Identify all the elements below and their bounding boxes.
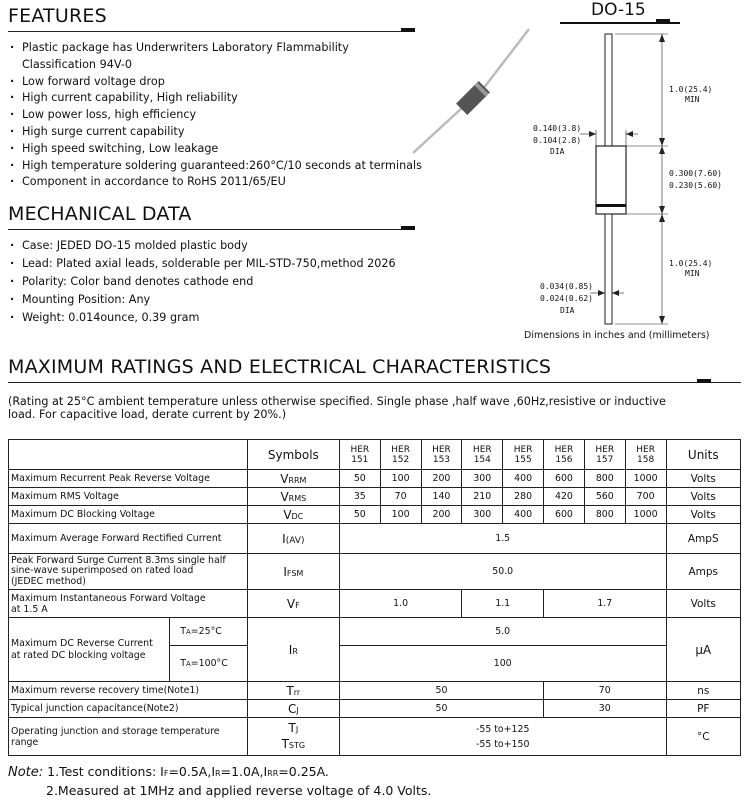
param-line: Maximum DC Reverse Current (11, 637, 153, 649)
temp-letter: T (180, 658, 186, 669)
part-prefix: HER (391, 444, 410, 455)
param-line: Maximum Instantaneous Forward Voltage (11, 592, 206, 604)
part-header (503, 440, 544, 470)
param-line: (JEDEC method) (11, 575, 86, 587)
symbol-letter: C (287, 701, 297, 716)
ratings-divider (8, 382, 741, 383)
mechanical-title: MECHANICAL DATA (8, 203, 192, 225)
param-cell (9, 618, 170, 682)
symbol-subscript: F (295, 600, 300, 610)
table-row-ir-25 (9, 618, 741, 646)
package-dimension-drawing (520, 30, 745, 330)
param-cell: Typical junction capacitance(Note2) (9, 700, 248, 718)
symbol-subscript: (AV) (285, 535, 305, 546)
part-prefix: HER (350, 444, 370, 455)
param-cell (9, 718, 248, 756)
value-cell: 1.5 (339, 524, 666, 554)
param-cell (9, 590, 248, 618)
value-cell: 30 (544, 700, 666, 718)
part-header (462, 440, 503, 470)
symbol-letter: V (280, 471, 289, 486)
part-prefix: HER (554, 444, 574, 455)
lead-length-bottom: 1.0(25.4) (669, 259, 713, 268)
symbol-letter: V (280, 489, 289, 504)
value-cell: 300 (462, 506, 503, 524)
temp-value: =100°C (190, 658, 228, 669)
mechanical-item: · Case: JEDED DO-15 molded plastic body (8, 237, 396, 255)
part-number: 156 (555, 454, 573, 465)
note-text: =1.0A,I (220, 764, 268, 779)
lead-length-top: 1.0(25.4) (669, 85, 713, 94)
part-header (625, 440, 666, 470)
mechanical-item: · Mounting Position: Any (8, 291, 396, 309)
units-header: Units (666, 440, 740, 470)
features-list (8, 40, 422, 191)
table-row-vdc (9, 506, 741, 524)
unit-cell: Amps (666, 554, 740, 590)
value-cell: 50 (339, 700, 543, 718)
symbol-cell (247, 488, 339, 506)
ratings-divider-tab (697, 379, 711, 383)
ratings-table (8, 439, 741, 756)
value-cell: 70 (380, 488, 421, 506)
symbol-subscript: J (295, 724, 299, 734)
value-cell: 560 (584, 488, 625, 506)
note-text: =0.25A. (278, 764, 329, 779)
unit-cell: °C (666, 718, 740, 756)
part-number: 154 (473, 454, 491, 465)
note-2: 2.Measured at 1MHz and applied reverse voltage of 4.0 Volts. (46, 783, 432, 798)
value-cell: 200 (421, 506, 462, 524)
features-divider (8, 31, 413, 32)
part-header (584, 440, 625, 470)
ratings-conditions (8, 395, 666, 421)
package-name: DO-15 (591, 0, 646, 20)
symbol-subscript: J (296, 705, 299, 715)
param-cell: Maximum Recurrent Peak Reverse Voltage (9, 470, 248, 488)
unit-cell: Volts (666, 470, 740, 488)
note-1 (8, 764, 329, 780)
temp-subscript: A (186, 660, 191, 668)
mechanical-list (8, 237, 396, 327)
param-line: sine-wave superimposed on rated load (11, 565, 194, 577)
unit-cell: ns (666, 682, 740, 700)
package-title-tab (656, 19, 670, 23)
symbol-cell (247, 470, 339, 488)
symbol-cell (247, 524, 339, 554)
feature-item: · High surge current capability (8, 124, 422, 141)
value-cell: 35 (339, 488, 380, 506)
table-row-vrrm (9, 470, 741, 488)
feature-item: · High current capability, High reliability (8, 90, 422, 107)
lead-dia-min: 0.024(0.62) (540, 294, 593, 303)
feature-item: · Low power loss, high efficiency (8, 107, 422, 124)
param-cell: Maximum reverse recovery time(Note1) (9, 682, 248, 700)
note-label: Note: (8, 765, 44, 780)
value-cell (339, 718, 666, 756)
temp-letter: T (180, 626, 186, 637)
symbol-subscript: STG (288, 740, 306, 750)
table-row-cj (9, 700, 741, 718)
mechanical-item: · Lead: Plated axial leads, solderable per MIL-STD-750,method 2026 (8, 255, 396, 273)
value-cell: 420 (544, 488, 585, 506)
unit-cell: Volts (666, 506, 740, 524)
value-cell: 70 (544, 682, 666, 700)
value-cell: 50.0 (339, 554, 666, 590)
diode-illustration (405, 25, 535, 160)
feature-item: · Component in accordance to RoHS 2011/65/EU (8, 174, 422, 191)
temp-range-junction: -55 to+125 (475, 723, 530, 735)
feature-item: · Plastic package has Underwriters Laboratory Flammability (8, 40, 422, 57)
lead-length-top-min: MIN (685, 95, 700, 104)
table-row-iav (9, 524, 741, 554)
table-row-tj (9, 718, 741, 756)
param-line: Peak Forward Surge Current 8.3ms single half (11, 554, 226, 566)
part-number: 153 (432, 454, 451, 465)
value-cell: 1000 (625, 506, 666, 524)
part-header (544, 440, 585, 470)
symbol-subscript: FSM (286, 568, 304, 578)
param-header-cell (9, 440, 248, 470)
lead-dia-label: DIA (560, 306, 575, 315)
part-number: 157 (596, 454, 614, 465)
table-row-vf (9, 590, 741, 618)
body-dia-label: DIA (550, 147, 565, 156)
part-number: 151 (351, 454, 369, 465)
note-text: 1.Test conditions: I (47, 764, 164, 779)
part-prefix: HER (513, 444, 533, 455)
part-prefix: HER (432, 444, 451, 455)
value-cell: 1000 (625, 470, 666, 488)
value-cell: 210 (462, 488, 503, 506)
unit-cell: AmpS (666, 524, 740, 554)
unit-cell: Volts (666, 590, 740, 618)
feature-item: · Low forward voltage drop (8, 74, 422, 91)
symbol-cell (247, 590, 339, 618)
param-cell: Maximum Average Forward Rectified Current (9, 524, 248, 554)
unit-cell: PF (666, 700, 740, 718)
symbol-subscript: RRM (288, 475, 307, 485)
ratings-condition-line: (Rating at 25°C ambient temperature unless otherwise specified. Single phase ,half wave ,60Hz,resistive or inductive (8, 395, 666, 408)
temp-subscript: A (186, 628, 191, 636)
symbol-letter: I (283, 564, 287, 579)
symbol-letter: T (286, 683, 294, 698)
symbol-subscript: rr (293, 687, 301, 697)
param-line: at 1.5 A (11, 603, 48, 615)
value-cell: 100 (380, 470, 421, 488)
value-cell: 600 (544, 470, 585, 488)
symbol-cell (247, 554, 339, 590)
symbol-cell (247, 618, 339, 682)
symbol-cell (247, 506, 339, 524)
symbol-letter: V (283, 507, 292, 522)
symbol-letter: V (286, 596, 296, 611)
value-cell: 280 (503, 488, 544, 506)
unit-cell: μA (666, 618, 740, 682)
value-cell: 1.1 (462, 590, 544, 618)
temp-range-storage: -55 to+150 (475, 738, 530, 750)
mechanical-item: · Polarity: Color band denotes cathode end (8, 273, 396, 291)
param-line: Operating junction and storage temperature (11, 725, 220, 737)
value-cell: 50 (339, 506, 380, 524)
part-header (421, 440, 462, 470)
lead-length-bottom-min: MIN (685, 269, 700, 278)
table-row-trr (9, 682, 741, 700)
lead-dia-max: 0.034(0.85) (540, 282, 593, 291)
value-cell: 800 (584, 470, 625, 488)
value-cell: 100 (339, 646, 666, 682)
param-cell: Maximum DC Blocking Voltage (9, 506, 248, 524)
value-cell: 200 (421, 470, 462, 488)
symbol-subscript: DC (291, 511, 304, 521)
feature-item-continuation: Classification 94V-0 (22, 57, 132, 71)
value-cell: 100 (380, 506, 421, 524)
param-line: at rated DC blocking voltage (11, 649, 146, 661)
part-number: 155 (514, 454, 532, 465)
param-cell: Maximum RMS Voltage (9, 488, 248, 506)
param-line: range (11, 736, 39, 748)
features-title: FEATURES (8, 5, 107, 27)
symbol-cell (247, 700, 339, 718)
part-number: 152 (392, 454, 410, 465)
part-prefix: HER (472, 444, 492, 455)
symbol-letter: I (282, 531, 286, 546)
part-prefix: HER (595, 444, 615, 455)
table-row-ifsm (9, 554, 741, 590)
part-prefix: HER (636, 444, 655, 455)
param-cell (9, 554, 248, 590)
value-cell: 140 (421, 488, 462, 506)
mechanical-divider-tab (401, 226, 415, 230)
note-subscript: F (163, 769, 169, 778)
body-dia-max: 0.140(3.8) (533, 124, 582, 133)
symbol-letter: I (288, 642, 293, 657)
value-cell: 800 (584, 506, 625, 524)
symbols-header: Symbols (247, 440, 339, 470)
body-length-max: 0.300(7.60) (669, 169, 722, 178)
part-header (339, 440, 380, 470)
feature-item: · High speed switching, Low leakage (8, 141, 422, 158)
symbol-letter: T (288, 720, 296, 735)
body-length-min: 0.230(5.60) (669, 181, 722, 190)
value-cell: 700 (625, 488, 666, 506)
value-cell: 50 (339, 470, 380, 488)
value-cell: 50 (339, 682, 543, 700)
table-row-vrms (9, 488, 741, 506)
value-cell: 400 (503, 506, 544, 524)
value-cell: 600 (544, 506, 585, 524)
body-dia-min: 0.104(2.8) (533, 136, 582, 145)
temp-value: =25°C (190, 626, 222, 637)
ratings-condition-line: load. For capacitive load, derate current by 20%.) (8, 408, 287, 421)
value-cell: 300 (462, 470, 503, 488)
value-cell: 400 (503, 470, 544, 488)
symbol-cell (247, 718, 339, 756)
temp-condition-cell (170, 618, 247, 646)
note-subscript: R (215, 769, 221, 778)
symbol-subscript: RMS (288, 493, 307, 503)
unit-cell: Volts (666, 488, 740, 506)
table-header-row (9, 440, 741, 470)
part-number: 158 (637, 454, 655, 465)
feature-item: · High temperature soldering guaranteed:260°C/10 seconds at terminals (8, 158, 422, 175)
mechanical-item: · Weight: 0.014ounce, 0.39 gram (8, 309, 396, 327)
symbol-subscript: R (292, 646, 298, 656)
value-cell: 1.0 (339, 590, 461, 618)
dimensions-caption: Dimensions in inches and (millimeters) (524, 330, 710, 341)
part-header (380, 440, 421, 470)
note-subscript: RR (267, 769, 279, 778)
symbol-letter: T (281, 736, 289, 751)
temp-condition-cell (170, 646, 247, 682)
value-cell: 1.7 (544, 590, 666, 618)
mechanical-divider (8, 229, 413, 230)
symbol-cell (247, 682, 339, 700)
note-text: =0.5A,I (168, 764, 216, 779)
value-cell: 5.0 (339, 618, 666, 646)
ratings-title: MAXIMUM RATINGS AND ELECTRICAL CHARACTERISTICS (8, 356, 552, 378)
